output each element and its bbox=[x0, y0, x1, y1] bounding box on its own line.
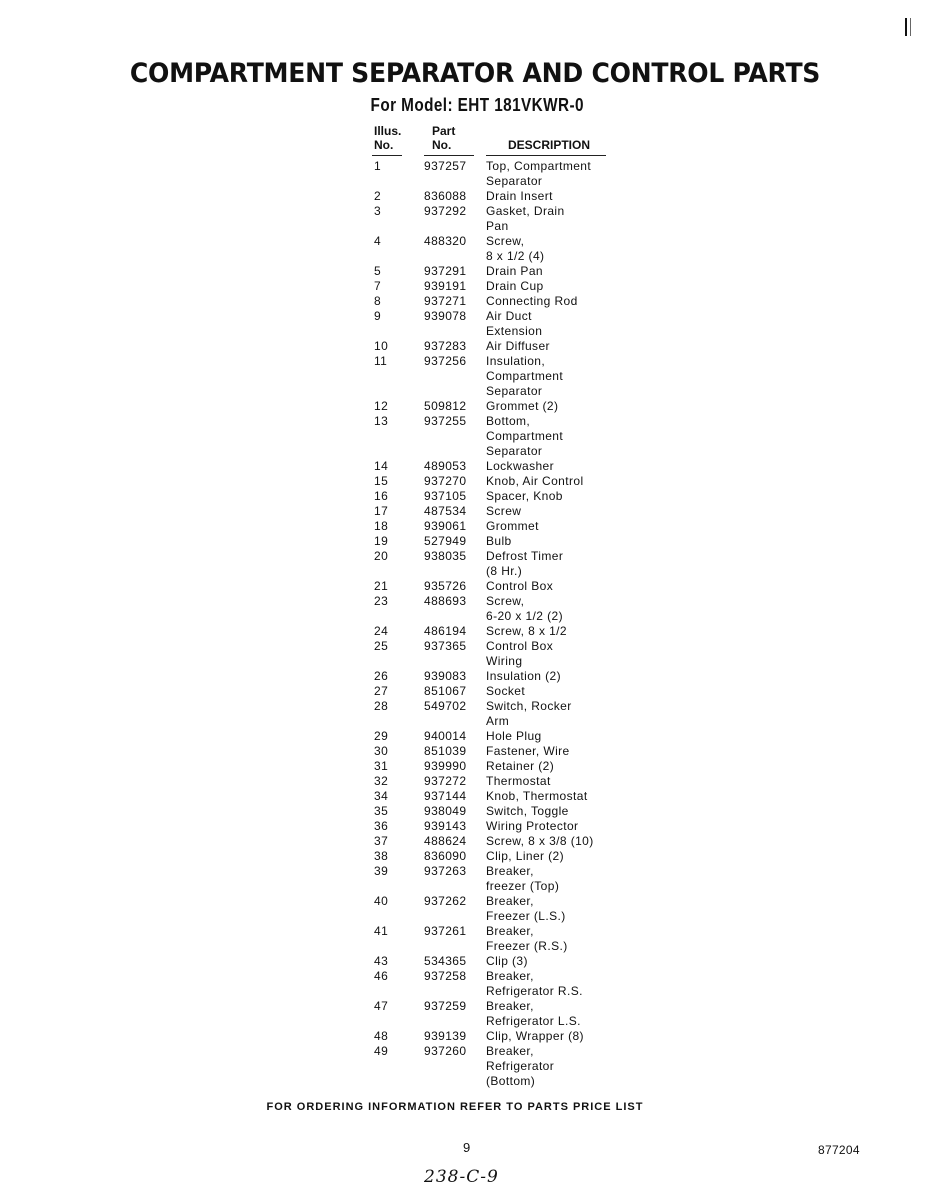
part-description: Freezer (L.S.) bbox=[486, 909, 566, 923]
illus-number: 5 bbox=[374, 264, 382, 278]
table-row bbox=[0, 684, 950, 699]
part-number: 937259 bbox=[424, 999, 467, 1013]
illus-number: 7 bbox=[374, 279, 382, 293]
part-description: Breaker, bbox=[486, 894, 534, 908]
table-row bbox=[0, 309, 950, 324]
table-row bbox=[0, 519, 950, 534]
illus-number: 23 bbox=[374, 594, 389, 608]
table-row bbox=[0, 669, 950, 684]
table-row bbox=[0, 204, 950, 219]
part-number: 937258 bbox=[424, 969, 467, 983]
table-row-continuation bbox=[0, 444, 950, 459]
part-number: 937292 bbox=[424, 204, 467, 218]
table-row bbox=[0, 1044, 950, 1059]
table-row-continuation bbox=[0, 384, 950, 399]
table-row bbox=[0, 189, 950, 204]
header-underline-description bbox=[486, 155, 606, 156]
illus-number: 30 bbox=[374, 744, 389, 758]
illus-number: 27 bbox=[374, 684, 389, 698]
illus-number: 17 bbox=[374, 504, 389, 518]
part-number: 937291 bbox=[424, 264, 467, 278]
part-number: 939990 bbox=[424, 759, 467, 773]
part-number: 940014 bbox=[424, 729, 467, 743]
handwritten-reference: 238-C-9 bbox=[424, 1167, 499, 1187]
part-description: Defrost Timer bbox=[486, 549, 564, 563]
part-description: freezer (Top) bbox=[486, 879, 560, 893]
illus-number: 25 bbox=[374, 639, 389, 653]
header-part-no bbox=[432, 124, 455, 152]
illus-number: 1 bbox=[374, 159, 382, 173]
table-row bbox=[0, 504, 950, 519]
part-description: Switch, Rocker bbox=[486, 699, 572, 713]
part-description: Lockwasher bbox=[486, 459, 555, 473]
part-description: Retainer (2) bbox=[486, 759, 555, 773]
table-row bbox=[0, 774, 950, 789]
illus-number: 8 bbox=[374, 294, 382, 308]
table-row-continuation bbox=[0, 984, 950, 999]
part-number: 939083 bbox=[424, 669, 467, 683]
header-illus-top: Illus. bbox=[374, 124, 402, 138]
illus-number: 18 bbox=[374, 519, 389, 533]
part-description: Knob, Air Control bbox=[486, 474, 584, 488]
table-row bbox=[0, 759, 950, 774]
table-row bbox=[0, 969, 950, 984]
part-description: Breaker, bbox=[486, 999, 534, 1013]
table-row bbox=[0, 534, 950, 549]
table-row bbox=[0, 639, 950, 654]
table-row bbox=[0, 579, 950, 594]
table-row bbox=[0, 954, 950, 969]
part-description: Spacer, Knob bbox=[486, 489, 563, 503]
part-description: Insulation, bbox=[486, 354, 546, 368]
part-description: Bottom, bbox=[486, 414, 531, 428]
table-row-continuation bbox=[0, 369, 950, 384]
illus-number: 2 bbox=[374, 189, 382, 203]
part-description: Grommet bbox=[486, 519, 539, 533]
part-number: 836090 bbox=[424, 849, 467, 863]
part-number: 939191 bbox=[424, 279, 467, 293]
part-description: Switch, Toggle bbox=[486, 804, 569, 818]
part-description: Breaker, bbox=[486, 924, 534, 938]
illus-number: 3 bbox=[374, 204, 382, 218]
table-row-continuation bbox=[0, 1014, 950, 1029]
part-number: 935726 bbox=[424, 579, 467, 593]
illus-number: 48 bbox=[374, 1029, 389, 1043]
illus-number: 36 bbox=[374, 819, 389, 833]
part-description: Screw bbox=[486, 504, 522, 518]
part-number: 937255 bbox=[424, 414, 467, 428]
table-row bbox=[0, 699, 950, 714]
illus-number: 16 bbox=[374, 489, 389, 503]
table-row bbox=[0, 159, 950, 174]
illus-number: 38 bbox=[374, 849, 389, 863]
part-number: 488693 bbox=[424, 594, 467, 608]
model-subtitle: For Model: EHT 181VKWR-0 bbox=[370, 95, 584, 115]
part-number: 527949 bbox=[424, 534, 467, 548]
part-description: Clip, Wrapper (8) bbox=[486, 1029, 584, 1043]
table-row bbox=[0, 789, 950, 804]
table-row bbox=[0, 234, 950, 249]
illus-number: 35 bbox=[374, 804, 389, 818]
part-description: Screw, 8 x 1/2 bbox=[486, 624, 567, 638]
table-row-continuation bbox=[0, 609, 950, 624]
table-row bbox=[0, 459, 950, 474]
part-description: (Bottom) bbox=[486, 1074, 536, 1088]
illus-number: 10 bbox=[374, 339, 389, 353]
part-description: Connecting Rod bbox=[486, 294, 578, 308]
illus-number: 32 bbox=[374, 774, 389, 788]
table-row-continuation bbox=[0, 939, 950, 954]
part-description: Pan bbox=[486, 219, 509, 233]
part-description: Knob, Thermostat bbox=[486, 789, 588, 803]
table-row-continuation bbox=[0, 1074, 950, 1089]
part-number: 937263 bbox=[424, 864, 467, 878]
table-row bbox=[0, 999, 950, 1014]
part-number: 939078 bbox=[424, 309, 467, 323]
table-row bbox=[0, 744, 950, 759]
illus-number: 28 bbox=[374, 699, 389, 713]
part-number: 509812 bbox=[424, 399, 467, 413]
part-description: Top, Compartment bbox=[486, 159, 592, 173]
table-row bbox=[0, 549, 950, 564]
illus-number: 34 bbox=[374, 789, 389, 803]
part-number: 938049 bbox=[424, 804, 467, 818]
part-number: 549702 bbox=[424, 699, 467, 713]
part-number: 851067 bbox=[424, 684, 467, 698]
table-row-continuation bbox=[0, 174, 950, 189]
table-row bbox=[0, 849, 950, 864]
part-number: 937105 bbox=[424, 489, 467, 503]
table-row-continuation bbox=[0, 879, 950, 894]
table-row bbox=[0, 354, 950, 369]
illus-number: 37 bbox=[374, 834, 389, 848]
part-description: Clip, Liner (2) bbox=[486, 849, 565, 863]
part-number: 937365 bbox=[424, 639, 467, 653]
illus-number: 39 bbox=[374, 864, 389, 878]
table-row-continuation bbox=[0, 429, 950, 444]
part-description: Drain Insert bbox=[486, 189, 553, 203]
illus-number: 24 bbox=[374, 624, 389, 638]
part-description: Control Box bbox=[486, 579, 554, 593]
part-description: Separator bbox=[486, 444, 543, 458]
header-illus-bottom: No. bbox=[374, 138, 394, 152]
table-row-continuation bbox=[0, 654, 950, 669]
part-number: 937262 bbox=[424, 894, 467, 908]
illus-number: 13 bbox=[374, 414, 389, 428]
table-row bbox=[0, 834, 950, 849]
part-number: 937261 bbox=[424, 924, 467, 938]
part-number: 937257 bbox=[424, 159, 467, 173]
part-description: Gasket, Drain bbox=[486, 204, 565, 218]
part-number: 939061 bbox=[424, 519, 467, 533]
part-description: Insulation (2) bbox=[486, 669, 561, 683]
part-description: Wiring Protector bbox=[486, 819, 579, 833]
table-row-continuation bbox=[0, 219, 950, 234]
header-description: DESCRIPTION bbox=[508, 138, 591, 152]
page-number: 9 bbox=[463, 1140, 471, 1155]
part-number: 938035 bbox=[424, 549, 467, 563]
part-description: Air Diffuser bbox=[486, 339, 550, 353]
illus-number: 9 bbox=[374, 309, 382, 323]
part-description: Screw, 8 x 3/8 (10) bbox=[486, 834, 594, 848]
part-description: Drain Cup bbox=[486, 279, 544, 293]
part-description: Control Box bbox=[486, 639, 554, 653]
part-number: 937271 bbox=[424, 294, 467, 308]
table-row bbox=[0, 924, 950, 939]
part-description: Bulb bbox=[486, 534, 512, 548]
part-description: Extension bbox=[486, 324, 543, 338]
part-description: Drain Pan bbox=[486, 264, 543, 278]
part-description: Wiring bbox=[486, 654, 523, 668]
header-part-top: Part bbox=[432, 124, 456, 138]
part-description: Freezer (R.S.) bbox=[486, 939, 568, 953]
illus-number: 31 bbox=[374, 759, 389, 773]
parts-table-body bbox=[0, 159, 950, 1089]
document-number: 877204 bbox=[818, 1143, 860, 1157]
illus-number: 43 bbox=[374, 954, 389, 968]
table-row bbox=[0, 1029, 950, 1044]
scan-edge-mark bbox=[905, 18, 911, 36]
part-number: 937260 bbox=[424, 1044, 467, 1058]
illus-number: 41 bbox=[374, 924, 389, 938]
part-description: Socket bbox=[486, 684, 526, 698]
part-description: Grommet (2) bbox=[486, 399, 559, 413]
header-underline-part bbox=[424, 155, 474, 156]
part-description: Separator bbox=[486, 174, 543, 188]
illus-number: 19 bbox=[374, 534, 389, 548]
table-row bbox=[0, 819, 950, 834]
table-row bbox=[0, 264, 950, 279]
part-description: Refrigerator bbox=[486, 1059, 555, 1073]
part-number: 486194 bbox=[424, 624, 467, 638]
part-description: Clip (3) bbox=[486, 954, 528, 968]
part-description: Refrigerator R.S. bbox=[486, 984, 583, 998]
part-number: 534365 bbox=[424, 954, 467, 968]
part-description: Fastener, Wire bbox=[486, 744, 570, 758]
illus-number: 47 bbox=[374, 999, 389, 1013]
table-row bbox=[0, 864, 950, 879]
illus-number: 12 bbox=[374, 399, 389, 413]
table-row-continuation bbox=[0, 1059, 950, 1074]
part-description: Breaker, bbox=[486, 1044, 534, 1058]
table-row-continuation bbox=[0, 249, 950, 264]
illus-number: 15 bbox=[374, 474, 389, 488]
part-description: Air Duct bbox=[486, 309, 532, 323]
part-description: Separator bbox=[486, 384, 543, 398]
part-description: Compartment bbox=[486, 429, 564, 443]
header-part-bottom: No. bbox=[432, 138, 452, 152]
part-description: Thermostat bbox=[486, 774, 551, 788]
header-underline-illus bbox=[372, 155, 402, 156]
part-description: 6-20 x 1/2 (2) bbox=[486, 609, 563, 623]
part-number: 937272 bbox=[424, 774, 467, 788]
illus-number: 4 bbox=[374, 234, 382, 248]
part-number: 937270 bbox=[424, 474, 467, 488]
table-row bbox=[0, 489, 950, 504]
illus-number: 49 bbox=[374, 1044, 389, 1058]
ordering-note: FOR ORDERING INFORMATION REFER TO PARTS PRICE LIST bbox=[266, 1101, 644, 1113]
table-row bbox=[0, 339, 950, 354]
part-description: Arm bbox=[486, 714, 510, 728]
part-description: Breaker, bbox=[486, 864, 534, 878]
table-row bbox=[0, 624, 950, 639]
part-description: Screw, bbox=[486, 594, 525, 608]
page-title: COMPARTMENT SEPARATOR AND CONTROL PARTS bbox=[129, 58, 821, 89]
table-row bbox=[0, 474, 950, 489]
part-number: 937256 bbox=[424, 354, 467, 368]
part-number: 836088 bbox=[424, 189, 467, 203]
table-row bbox=[0, 729, 950, 744]
illus-number: 29 bbox=[374, 729, 389, 743]
part-number: 489053 bbox=[424, 459, 467, 473]
header-illus-no bbox=[374, 124, 401, 152]
table-row bbox=[0, 804, 950, 819]
table-row bbox=[0, 279, 950, 294]
part-description: Compartment bbox=[486, 369, 564, 383]
table-row bbox=[0, 414, 950, 429]
part-number: 939139 bbox=[424, 1029, 467, 1043]
illus-number: 26 bbox=[374, 669, 389, 683]
illus-number: 21 bbox=[374, 579, 389, 593]
illus-number: 20 bbox=[374, 549, 389, 563]
illus-number: 40 bbox=[374, 894, 389, 908]
part-description: 8 x 1/2 (4) bbox=[486, 249, 545, 263]
table-row-continuation bbox=[0, 324, 950, 339]
illus-number: 46 bbox=[374, 969, 389, 983]
part-number: 851039 bbox=[424, 744, 467, 758]
part-number: 939143 bbox=[424, 819, 467, 833]
table-row bbox=[0, 594, 950, 609]
table-row-continuation bbox=[0, 909, 950, 924]
table-row-continuation bbox=[0, 714, 950, 729]
part-description: Refrigerator L.S. bbox=[486, 1014, 581, 1028]
part-number: 487534 bbox=[424, 504, 467, 518]
part-number: 937283 bbox=[424, 339, 467, 353]
part-description: Hole Plug bbox=[486, 729, 542, 743]
table-row bbox=[0, 294, 950, 309]
illus-number: 14 bbox=[374, 459, 389, 473]
table-row-continuation bbox=[0, 564, 950, 579]
table-row bbox=[0, 894, 950, 909]
part-number: 937144 bbox=[424, 789, 467, 803]
part-description: (8 Hr.) bbox=[486, 564, 523, 578]
table-row bbox=[0, 399, 950, 414]
part-number: 488320 bbox=[424, 234, 467, 248]
part-description: Screw, bbox=[486, 234, 525, 248]
part-description: Breaker, bbox=[486, 969, 534, 983]
illus-number: 11 bbox=[374, 354, 388, 368]
part-number: 488624 bbox=[424, 834, 467, 848]
